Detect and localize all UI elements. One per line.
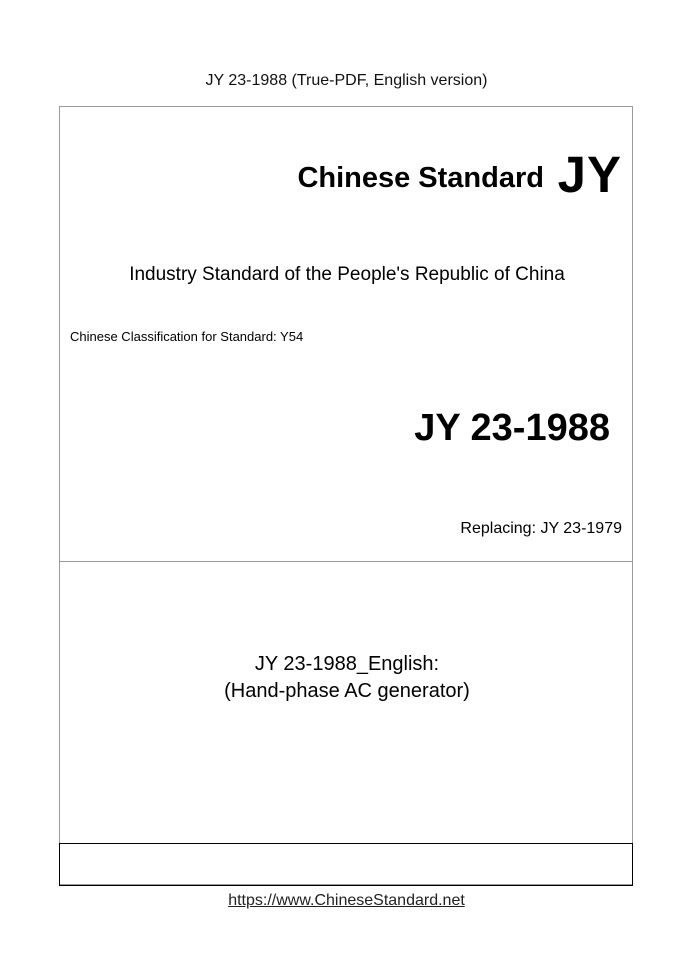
replacing-line: Replacing: JY 23-1979: [460, 520, 622, 537]
page-header: JY 23-1988 (True-PDF, English version): [205, 72, 488, 89]
english-title-line-2: (Hand-phase AC generator): [224, 680, 470, 702]
website-link[interactable]: https://www.ChineseStandard.net: [228, 892, 465, 909]
english-title-line-1: JY 23-1988_English:: [254, 653, 440, 675]
english-title: [60, 651, 634, 705]
industry-line: Industry Standard of the People's Republic of China: [129, 264, 565, 285]
cover-title: Chinese Standard: [297, 162, 544, 194]
section-divider: [60, 561, 632, 562]
classification-line: Chinese Classification for Standard: Y54: [70, 329, 304, 344]
bottom-box: [59, 843, 633, 886]
cover-frame: [59, 106, 633, 885]
standard-code: JY: [557, 146, 622, 203]
standard-number: JY 23-1988: [414, 407, 610, 449]
